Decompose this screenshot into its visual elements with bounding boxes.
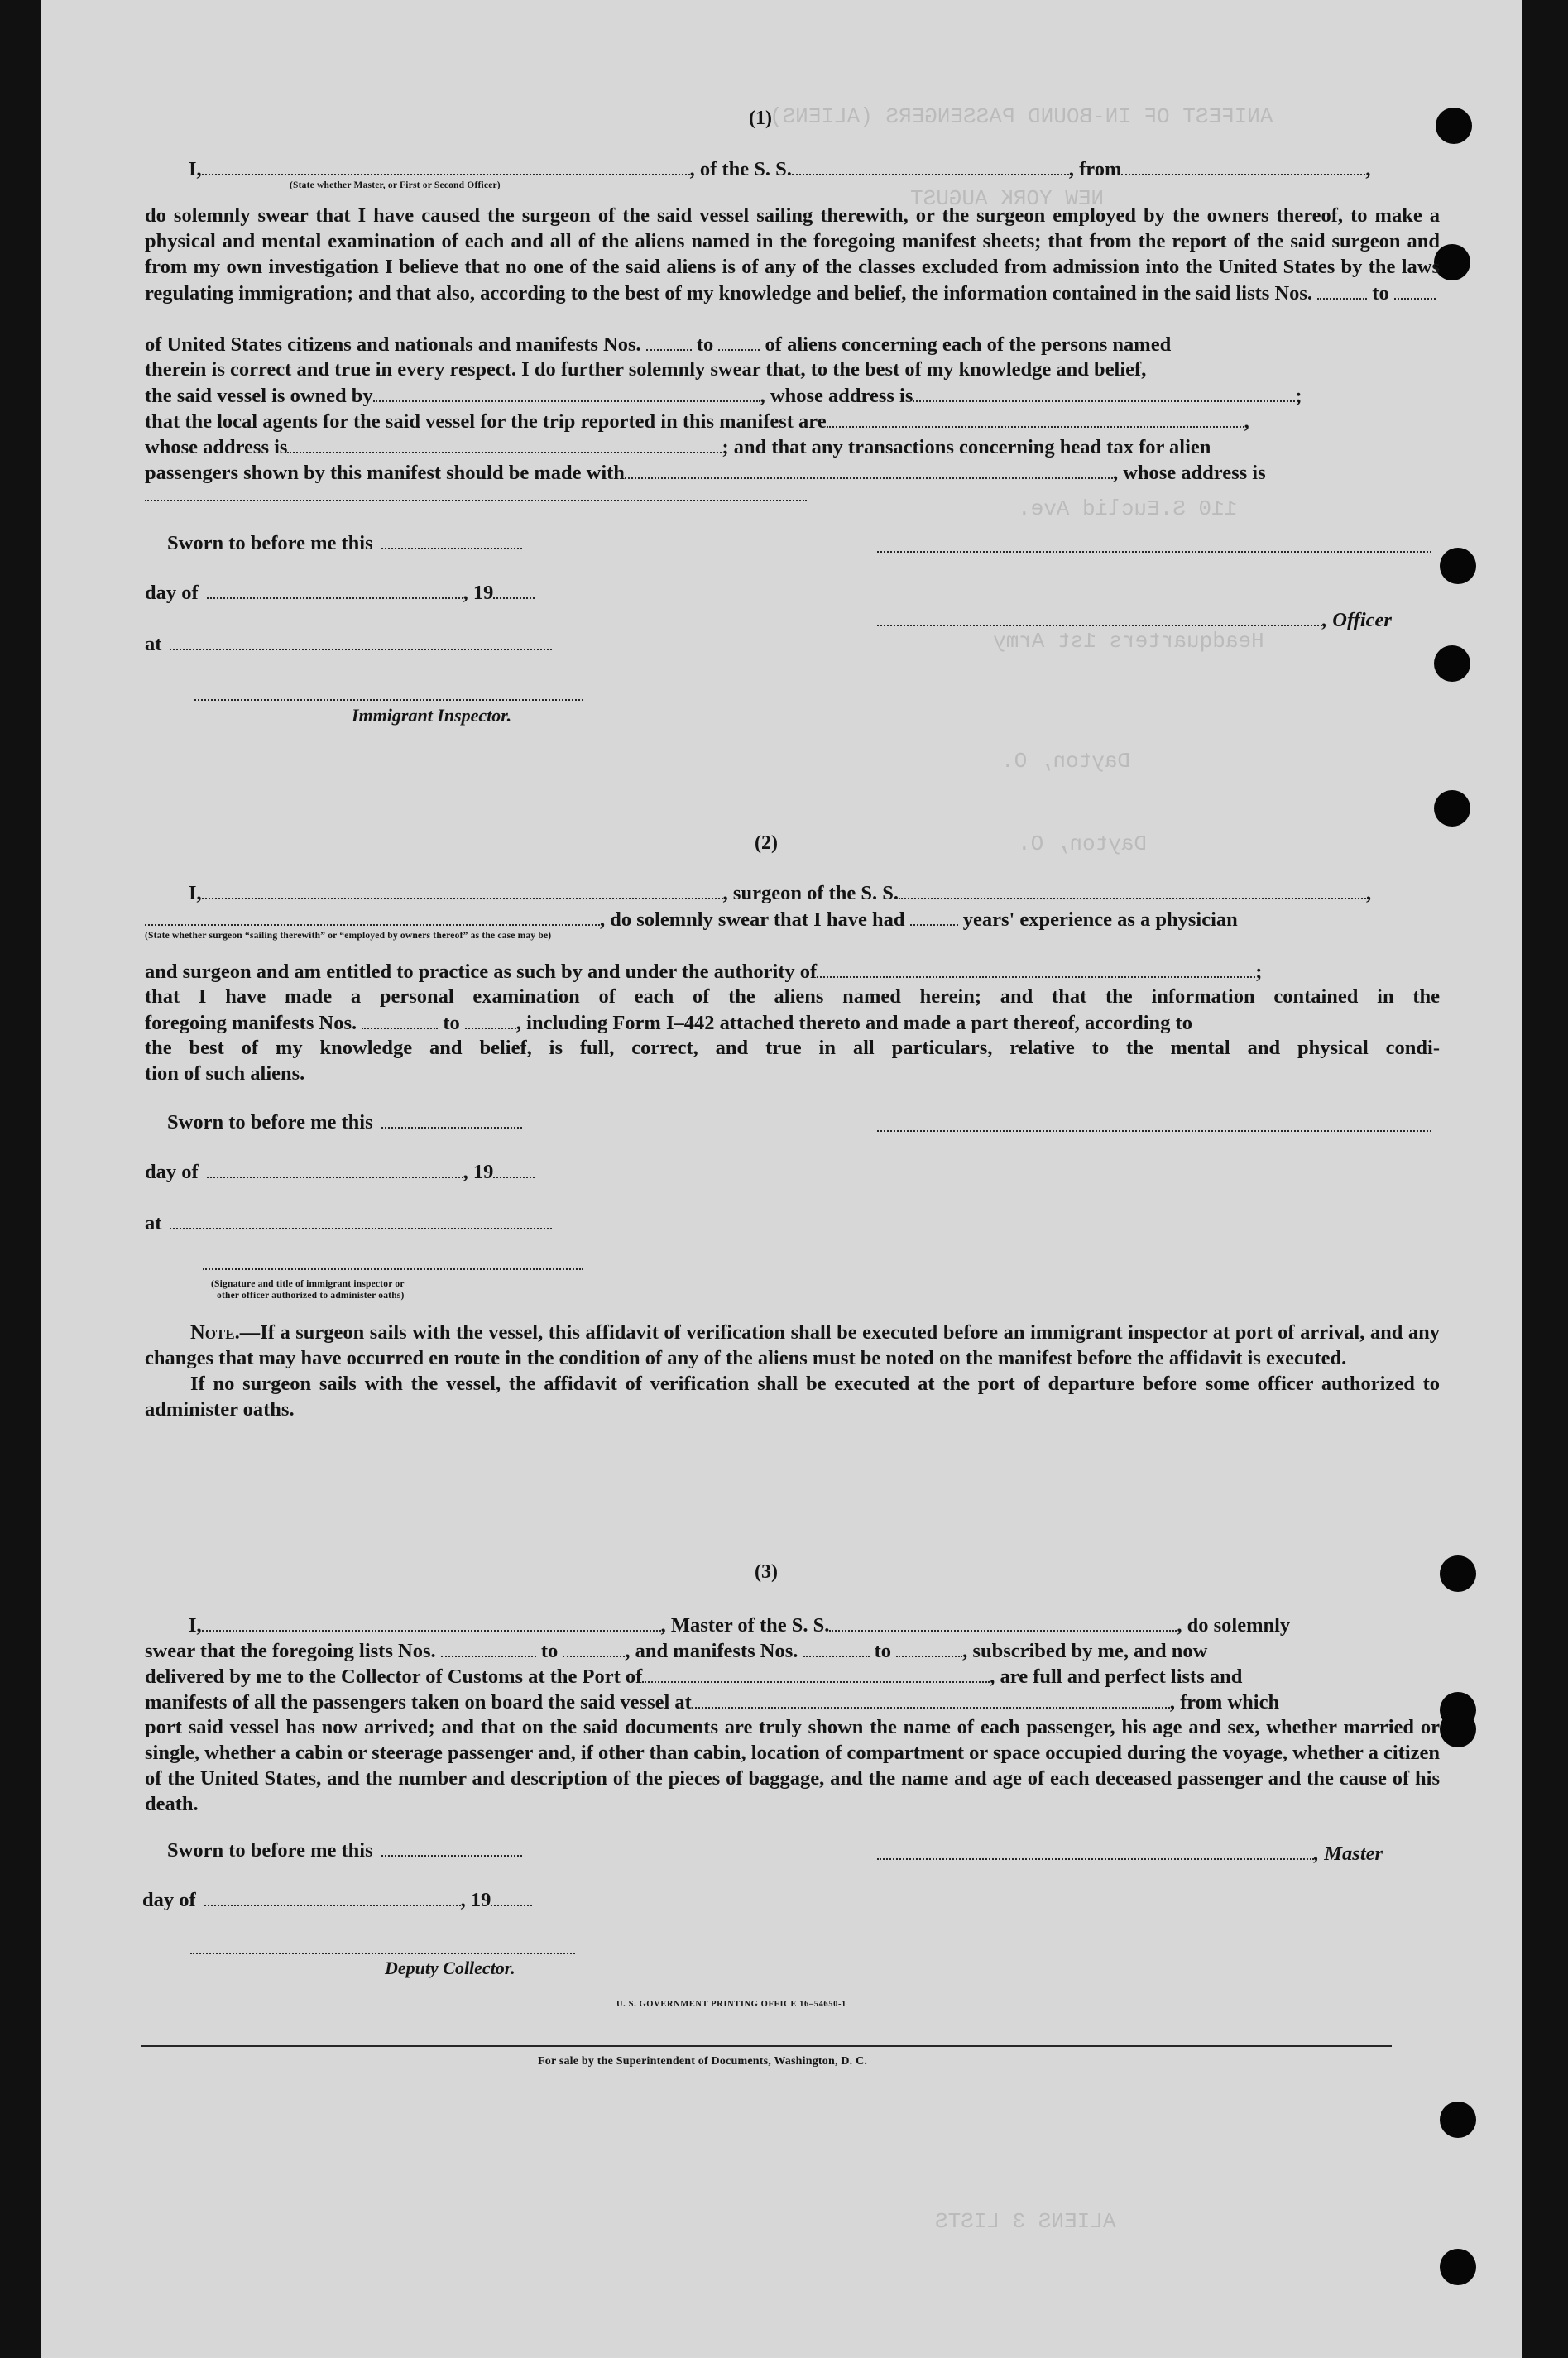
section3-row4: manifests of all the passengers taken on board the said vessel at , from which: [145, 1689, 1440, 1715]
punch-hole: [1440, 2249, 1476, 2285]
note-paragraph: Note.—If a surgeon sails with the vessel, this affidavit of verification shall be executed before an immigrant inspector at port of arrival, and any changes that may have occurred en route in the condition of any of the aliens must be noted on the manifest before the affidavit is executed. If no surgeon sails with the vessel, the affidavit of verification shall be executed at the port of departure before some officer authorized to administer oaths.: [145, 1321, 1440, 1421]
punch-hole: [1440, 548, 1476, 584]
deputy-collector-label: Deputy Collector.: [385, 1958, 515, 1978]
signature-caption: (Signature and title of immigrant inspector or: [211, 1279, 405, 1289]
bleed-through-text: Dayton, O.: [1018, 832, 1148, 856]
sworn-label: Sworn to before me this: [167, 1109, 522, 1135]
bleed-through-text: Headquarters 1st Army: [993, 629, 1264, 654]
punch-hole: [1440, 1711, 1476, 1747]
surgeon-type-caption: (State whether surgeon “sailing therewith” or “employed by owners thereof” as the case may be): [145, 931, 552, 941]
at-label: at: [145, 630, 552, 657]
manifest-back-page: [41, 0, 1522, 2358]
officer-signature: , Officer: [877, 606, 1392, 633]
section2-row1: I, , surgeon of the S. S. ,: [189, 879, 1440, 906]
section3-row3: delivered by me to the Collector of Customs at the Port of , are full and perfect lists and: [145, 1663, 1440, 1689]
section1-row-manifests: of United States citizens and nationals and manifests Nos. to of aliens concerning each of the persons named: [145, 331, 1440, 357]
section1-row-therein: therein is correct and true in every respect. I do further solemnly swear that, to the best of my knowledge and belief,: [145, 358, 1147, 381]
section-number: (3): [755, 1561, 778, 1583]
signature-line: [145, 500, 807, 501]
section2-row7: tion of such aliens.: [145, 1062, 305, 1085]
section2-row6: the best of my knowledge and belief, is full, correct, and true in all particulars, relative to the mental and physical condi-: [145, 1037, 1440, 1059]
section2-row2: , do solemnly swear that I have had years' experience as a physician: [145, 906, 1440, 932]
section-number: (2): [755, 832, 778, 854]
section2-row3: and surgeon and am entitled to practice as such by and under the authority of ;: [145, 958, 1440, 985]
bleed-through-text: ANIFEST OF IN-BOUND PASSENGERS (ALIENS): [770, 104, 1273, 129]
bleed-through-text: ALIENS 3 LISTS: [935, 2209, 1116, 2234]
punch-hole: [1440, 2102, 1476, 2138]
day-label: day of , 19: [145, 579, 535, 606]
officer-rank-caption: (State whether Master, or First or Second Officer): [290, 180, 501, 190]
section2-row5: foregoing manifests Nos. to , including Form I–442 attached thereto and made a part thereof, according to: [145, 1009, 1440, 1036]
immigrant-inspector-label: Immigrant Inspector.: [352, 705, 512, 726]
day-label: day of , 19: [142, 1886, 532, 1913]
bleed-through-text: 110 S.Euclid Ave.: [1018, 496, 1238, 521]
sworn-label: Sworn to before me this: [167, 1837, 522, 1863]
signature-line: [190, 1953, 575, 1954]
at-label: at: [145, 1210, 552, 1236]
section2-row4: that I have made a personal examination of each of the aliens named herein; and that the information contained in the: [145, 985, 1440, 1008]
bleed-through-text: NEW YORK AUGUST: [910, 186, 1105, 211]
signature-caption: other officer authorized to administer oaths): [217, 1291, 405, 1301]
signature-line: [194, 699, 583, 701]
bleed-through-text: Dayton, O.: [1001, 749, 1131, 774]
sworn-label: Sworn to before me this: [167, 530, 522, 556]
section1-row1: I, , of the S. S. , from ,: [189, 156, 1440, 182]
section1-row-owned: the said vessel is owned by , whose address is ;: [145, 382, 1440, 409]
gpo-imprint: U. S. GOVERNMENT PRINTING OFFICE 16–54650-1: [616, 2000, 846, 2009]
signature-line: [877, 551, 1431, 553]
punch-hole: [1436, 108, 1472, 144]
punch-hole: [1434, 645, 1470, 682]
signature-line: [877, 1130, 1431, 1132]
section1-row-passengers: passengers shown by this manifest should be made with , whose address is: [145, 459, 1440, 486]
section1-body: do solemnly swear that I have caused the surgeon of the said vessel sailing therewith, or the surgeon employed by the owners thereof, to make a physical and mental examination of each and all of the aliens named in the foregoing manifest sheets; that from the report of the said surgeon and from my own investigation I believe that no one of the said aliens is of any of the classes excluded from admission into the United States by the laws regulating immigration; and that also, according to the best of my knowledge and belief, the information contained in the said lists Nos. to: [145, 204, 1440, 304]
sale-notice: For sale by the Superintendent of Documents, Washington, D. C.: [538, 2055, 868, 2068]
section3-row2: swear that the foregoing lists Nos. to , and manifests Nos. to , subscribed by me, and now: [145, 1637, 1440, 1664]
master-signature: , Master: [877, 1840, 1383, 1867]
section1-row-address: whose address is ; and that any transactions concerning head tax for alien: [145, 434, 1440, 460]
section1-row-agents: that the local agents for the said vessel for the trip reported in this manifest are ,: [145, 408, 1440, 434]
footer-rule: [141, 2045, 1392, 2047]
punch-hole: [1440, 1555, 1476, 1592]
section3-row1: I, , Master of the S. S. , do solemnly: [189, 1612, 1440, 1638]
section3-body: port said vessel has now arrived; and that on the said documents are truly shown the name of each passenger, his age and sex, whether married or single, whether a cabin or steerage passenger and, if other than cabin, location of compartment or space occupied during the voyage, whether a citizen of the United States, and the number and description of the pieces of baggage, and the name and age of each deceased passenger and the cause of his death.: [145, 1716, 1440, 1815]
section-number: (1): [749, 108, 772, 129]
day-label: day of , 19: [145, 1158, 535, 1185]
signature-line: [203, 1268, 583, 1270]
punch-hole: [1434, 790, 1470, 827]
